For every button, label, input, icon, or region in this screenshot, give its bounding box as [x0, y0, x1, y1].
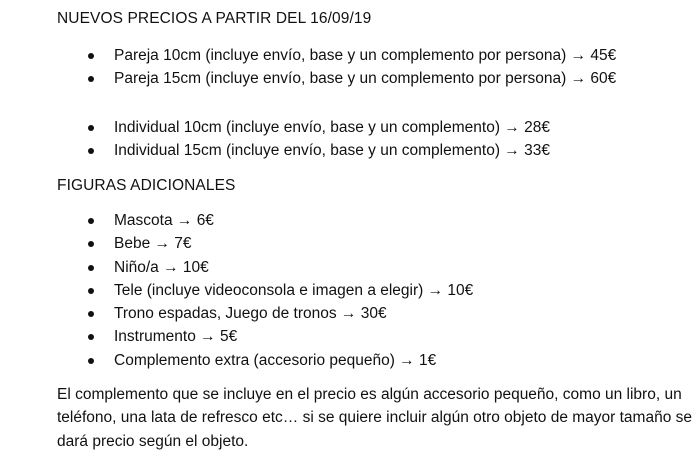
bullet-icon [88, 76, 94, 82]
list-item-text: Tele (incluye videoconsola e imagen a elegir) → 10€ [114, 281, 474, 299]
list-item-text: Pareja 15cm (incluye envío, base y un complemento por persona) → 60€ [114, 70, 617, 88]
bullet-icon [88, 241, 94, 247]
bullet-icon [88, 358, 94, 364]
list-item-text: Trono espadas, Juego de tronos → 30€ [114, 305, 387, 323]
bullet-icon [88, 53, 94, 59]
bullet-icon [88, 218, 94, 224]
list-item-text: Complemento extra (accesorio pequeño) → 1€ [114, 351, 437, 369]
note-paragraph: El complemento que se incluye en el precio es algún accesorio pequeño, como un libro, un teléfono, una lata de refresco etc… si se quiere incluir algún otro objeto de mayor tamaño se dará precio según el objeto. [57, 386, 693, 450]
section-heading-figuras: FIGURAS ADICIONALES [57, 177, 236, 194]
bullet-icon [88, 311, 94, 317]
bullet-icon [88, 265, 94, 271]
bullet-icon [88, 125, 94, 131]
bullet-icon [88, 148, 94, 154]
list-item-text: Pareja 10cm (incluye envío, base y un complemento por persona) → 45€ [114, 47, 617, 64]
list-item-text: Instrumento → 5€ [114, 328, 238, 346]
bullet-icon [88, 334, 94, 340]
page-title: NUEVOS PRECIOS A PARTIR DEL 16/09/19 [57, 10, 372, 27]
list-item-text: Mascota → 6€ [114, 212, 214, 229]
list-item-text: Bebe → 7€ [114, 235, 192, 253]
list-item-text: Individual 10cm (incluye envío, base y un complemento) → 28€ [114, 119, 550, 136]
list-item-text: Individual 15cm (incluye envío, base y un complemento) → 33€ [114, 142, 550, 160]
list-item-text: Niño/a → 10€ [114, 258, 209, 276]
bullet-icon [88, 288, 94, 294]
